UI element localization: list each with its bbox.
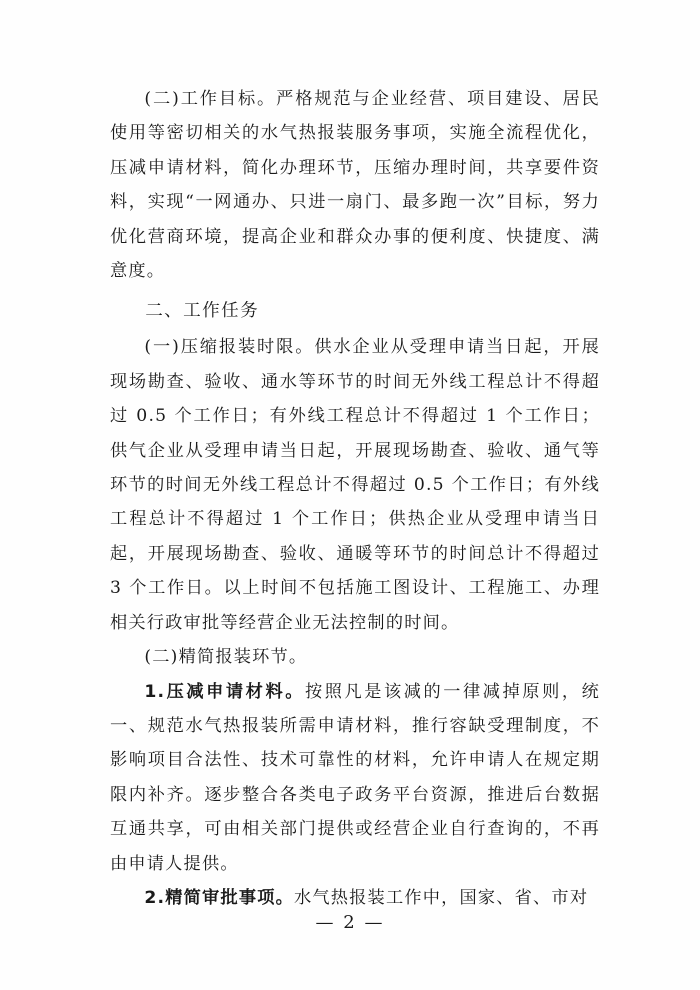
paragraph-text: 水气热报装工作中，国家、省、市对 (294, 887, 589, 908)
paragraph-text: 严格规范与企业经营、项目建设、居民使用等密切相关的水气热报装服务事项，实施全流程优化，压减申请材料，简化办理环节，压缩办理时间，共享要件资料，实现“一网通办、只进一扇门、最多跑一次”目标，努力优化营商环境，提高企业和群众办事的便利度、快捷度、满意度。 (110, 89, 600, 282)
paragraph-lead: 2.精简审批事项。 (144, 887, 294, 908)
paragraph-reduce-materials (110, 675, 600, 881)
paragraph-lead: 1.压减申请材料。 (144, 681, 305, 702)
paragraph-lead: (二)工作目标。 (144, 89, 277, 109)
paragraph-lead: (一)压缩报装时限。 (144, 337, 315, 358)
paragraph-text: 供水企业从受理申请当日起，开展现场勘查、验收、通水等环节的时间无外线工程总计不得超过 0.5 个工作日；有外线工程总计不得超过 1 个工作日；供气企业从受理申请当日起，开展现场勘查、验收、通气等环节的时间无外线工程总计不得超过 0.5 个工作日；有外线工程总计不得超过 1 个工作日；供热企业从受理申请当日起，开展现场勘查、验收、通暖等环节的时间总计不得超过 3 个工作日。以上时间不包括施工图设计、工程施工、办理相关行政审批等经营企业无法控制的时间。 (110, 337, 600, 633)
paragraph-text: 按照凡是该减的一律减掉原则，统一、规范水气热报装所需申请材料，推行容缺受理制度，不影响项目合法性、技术可靠性的材料，允许申请人在规定期限内补齐。逐步整合各类电子政务平台资源，推进后台数据互通共享，可由相关部门提供或经营企业自行查询的，不再由申请人提供。 (110, 681, 600, 874)
document-body (110, 82, 600, 915)
section-heading-work-tasks: 二、工作任务 (145, 301, 260, 322)
paragraph-simplify-steps: (二)精简报装环节。 (144, 647, 308, 668)
paragraph-compress-time-limit (110, 330, 600, 640)
paragraph-streamline-approval (110, 881, 600, 915)
paragraph-work-goal (110, 82, 600, 288)
page-number: — 2 — (315, 912, 385, 933)
